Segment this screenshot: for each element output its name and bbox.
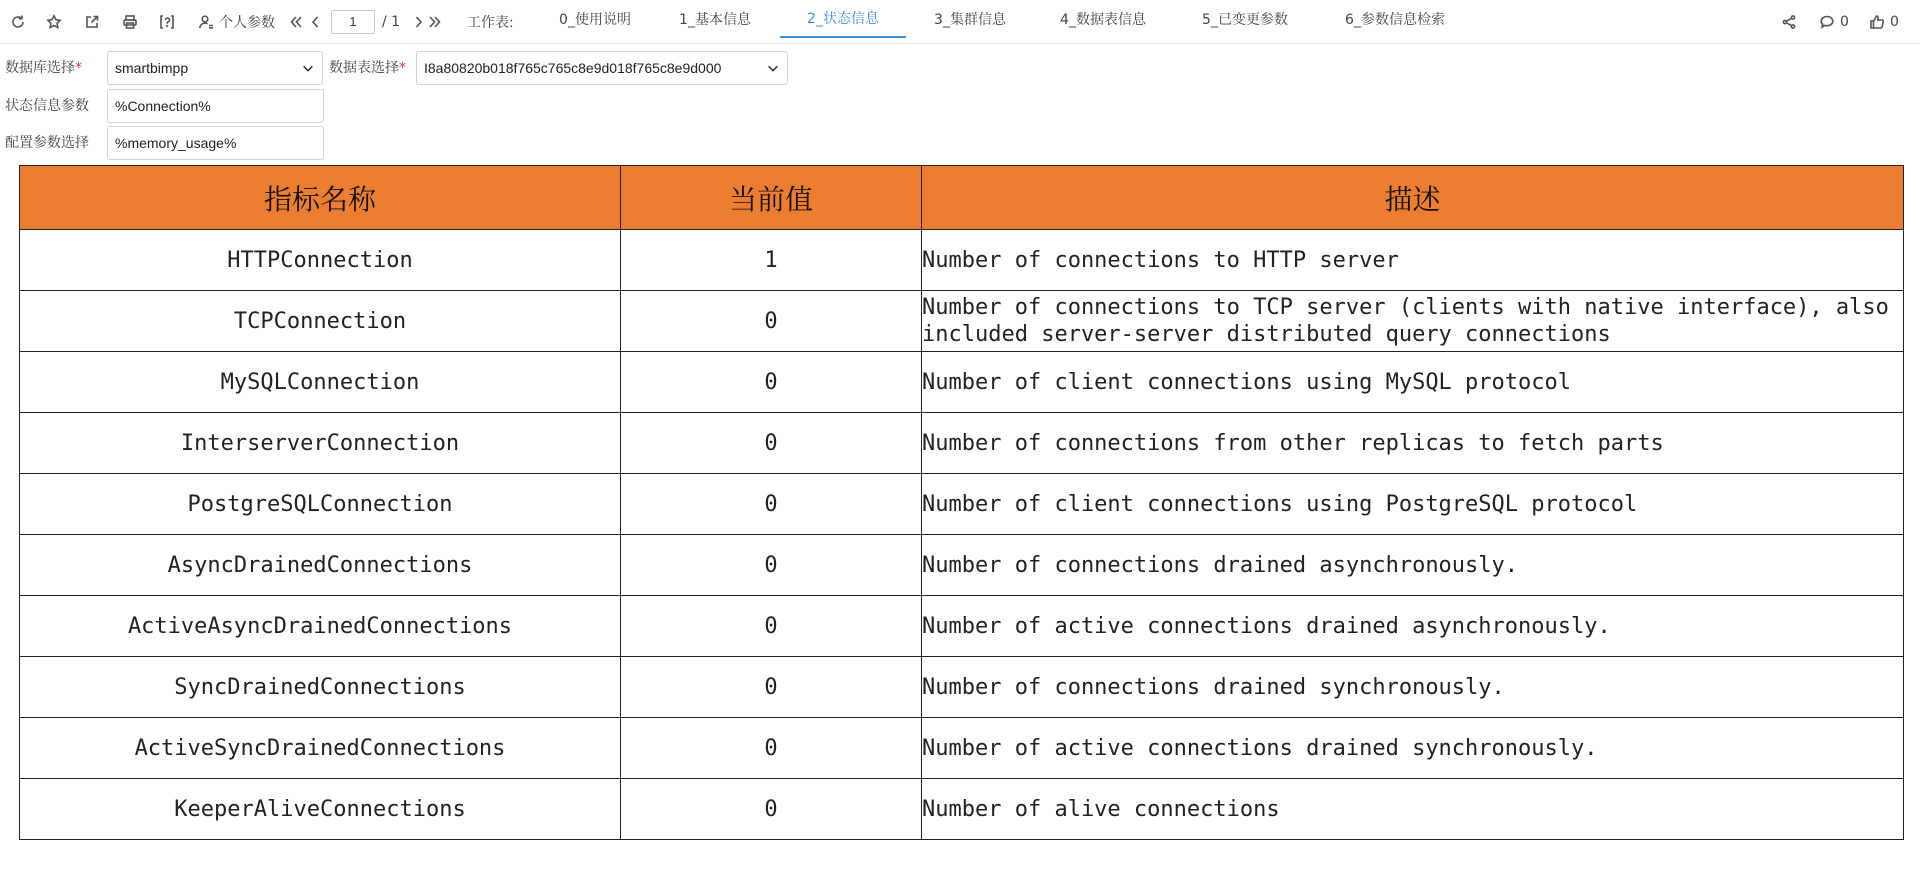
- status-param-input[interactable]: %Connection%: [107, 89, 324, 123]
- comment-button[interactable]: [1816, 0, 1849, 44]
- metric-name-cell: TCPConnection: [20, 291, 621, 352]
- metric-name-cell: AsyncDrainedConnections: [20, 535, 621, 596]
- current-value-cell: 0: [621, 413, 922, 474]
- description-cell: Number of connections to TCP server (clients with native interface), also included server-server distributed query connections: [922, 291, 1904, 352]
- metric-name-cell: ActiveSyncDrainedConnections: [20, 718, 621, 779]
- table-row: [20, 230, 1904, 291]
- table-select-label-text: 数据表选择: [329, 60, 399, 76]
- tab-usage[interactable]: 0_使用说明: [559, 12, 631, 28]
- first-page-button[interactable]: [287, 0, 305, 44]
- header-metric-name: 指标名称: [20, 166, 621, 230]
- table-row: [20, 779, 1904, 840]
- user-settings-icon: [195, 11, 217, 33]
- status-param-label: 状态信息参数: [5, 98, 89, 114]
- external-link-icon: [81, 11, 103, 33]
- header-description: 描述: [922, 166, 1904, 230]
- tab-changed-params[interactable]: 5_已变更参数: [1202, 12, 1288, 28]
- description-cell: Number of client connections using PostgreSQL protocol: [922, 474, 1904, 535]
- status-table: [19, 165, 1904, 840]
- page-number-input-wrap: [331, 0, 375, 44]
- table-select[interactable]: [416, 51, 788, 85]
- table-row: [20, 291, 1904, 352]
- refresh-button[interactable]: [7, 0, 29, 44]
- share-button[interactable]: [1778, 0, 1800, 44]
- current-value-cell: 0: [621, 718, 922, 779]
- tab-param-search[interactable]: 6_参数信息检索: [1345, 12, 1445, 28]
- description-cell: Number of connections drained asynchronously.: [922, 535, 1904, 596]
- chevron-left-icon: [306, 11, 324, 33]
- like-button[interactable]: [1866, 0, 1899, 44]
- share-icon: [1778, 11, 1800, 33]
- table-row: [20, 413, 1904, 474]
- comment-count: 0: [1840, 14, 1849, 30]
- table-row: [20, 352, 1904, 413]
- description-cell: Number of connections from other replicas to fetch parts: [922, 413, 1904, 474]
- metric-name-cell: ActiveAsyncDrainedConnections: [20, 596, 621, 657]
- config-param-input[interactable]: %memory_usage%: [107, 126, 324, 160]
- tab-status-info[interactable]: 2_状态信息: [780, 0, 906, 38]
- database-select-label: [5, 51, 82, 85]
- current-value-cell: 0: [621, 474, 922, 535]
- favorite-button[interactable]: [43, 0, 65, 44]
- description-cell: Number of connections drained synchronously.: [922, 657, 1904, 718]
- chevron-down-icon: [300, 52, 316, 84]
- star-icon: [43, 11, 65, 33]
- table-row: [20, 718, 1904, 779]
- database-select[interactable]: [107, 51, 323, 85]
- table-select-value: I8a80820b018f765c765c8e9d018f765c8e9d000: [424, 60, 722, 76]
- page-number-input[interactable]: 1: [331, 10, 375, 34]
- like-count: 0: [1890, 14, 1899, 30]
- table-row: [20, 474, 1904, 535]
- description-cell: Number of active connections drained synchronously.: [922, 718, 1904, 779]
- metric-name-cell: InterserverConnection: [20, 413, 621, 474]
- tab-basic-info[interactable]: 1_基本信息: [679, 12, 751, 28]
- current-value-cell: 0: [621, 352, 922, 413]
- personal-params-label: 个人参数: [219, 15, 275, 31]
- print-button[interactable]: [119, 0, 141, 44]
- metric-name-cell: PostgreSQLConnection: [20, 474, 621, 535]
- current-value-cell: 1: [621, 230, 922, 291]
- open-new-window-button[interactable]: [81, 0, 103, 44]
- metric-name-cell: SyncDrainedConnections: [20, 657, 621, 718]
- description-cell: Number of client connections using MySQL protocol: [922, 352, 1904, 413]
- help-button[interactable]: [156, 0, 178, 44]
- worksheet-label: 工作表:: [467, 15, 514, 31]
- database-select-label-text: 数据库选择: [5, 60, 75, 76]
- table-row: [20, 596, 1904, 657]
- description-cell: Number of alive connections: [922, 779, 1904, 840]
- last-page-button[interactable]: [426, 0, 444, 44]
- print-icon: [119, 11, 141, 33]
- table-header-row: [20, 166, 1904, 230]
- personal-params-button[interactable]: [195, 0, 275, 44]
- table-row: [20, 657, 1904, 718]
- header-current-value: 当前值: [621, 166, 922, 230]
- current-value-cell: 0: [621, 657, 922, 718]
- comment-icon: [1816, 11, 1838, 33]
- current-value-cell: 0: [621, 596, 922, 657]
- required-mark: *: [75, 60, 82, 76]
- required-mark: *: [399, 60, 406, 76]
- current-value-cell: 0: [621, 535, 922, 596]
- toolbar: [0, 0, 1920, 44]
- double-chevron-right-icon: [426, 11, 444, 33]
- table-select-label: [329, 51, 406, 85]
- metric-name-cell: KeeperAliveConnections: [20, 779, 621, 840]
- description-cell: Number of connections to HTTP server: [922, 230, 1904, 291]
- refresh-icon: [7, 11, 29, 33]
- metric-name-cell: MySQLConnection: [20, 352, 621, 413]
- page-total: / 1: [382, 14, 401, 30]
- database-select-value: smartbimpp: [115, 60, 189, 76]
- metric-name-cell: HTTPConnection: [20, 230, 621, 291]
- tab-cluster-info[interactable]: 3_集群信息: [934, 12, 1006, 28]
- help-icon: [156, 11, 178, 33]
- chevron-down-icon: [765, 52, 781, 84]
- table-row: [20, 535, 1904, 596]
- current-value-cell: 0: [621, 291, 922, 352]
- description-cell: Number of active connections drained asynchronously.: [922, 596, 1904, 657]
- current-value-cell: 0: [621, 779, 922, 840]
- prev-page-button[interactable]: [306, 0, 324, 44]
- thumbs-up-icon: [1866, 11, 1888, 33]
- tab-table-info[interactable]: 4_数据表信息: [1060, 12, 1146, 28]
- config-param-label: 配置参数选择: [5, 135, 89, 151]
- double-chevron-left-icon: [287, 11, 305, 33]
